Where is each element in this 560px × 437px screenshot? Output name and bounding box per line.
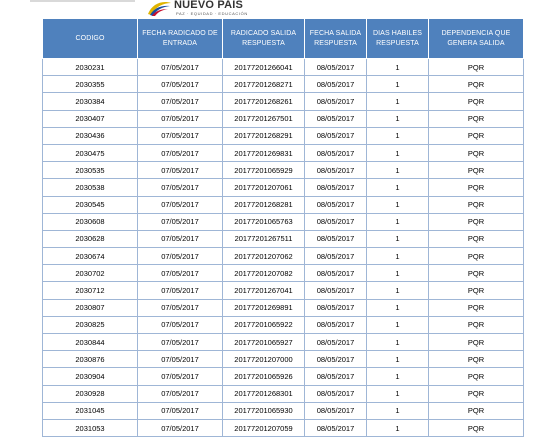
cell-dependencia: PQR [429,213,524,230]
table-row [43,265,524,282]
header-divider [30,0,135,2]
table-body [43,59,524,437]
cell-radicado-salida: 20177201267511 [223,230,305,247]
cell-dias-habiles: 1 [367,248,429,265]
cell-dias-habiles: 1 [367,162,429,179]
cell-dependencia: PQR [429,385,524,402]
cell-dias-habiles: 1 [367,265,429,282]
cell-dependencia: PQR [429,419,524,436]
cell-radicado-salida: 20177201207062 [223,248,305,265]
cell-dependencia: PQR [429,230,524,247]
table-row [43,248,524,265]
cell-dias-habiles: 1 [367,334,429,351]
cell-radicado-salida: 20177201207061 [223,179,305,196]
table-header-row [43,19,524,59]
cell-dias-habiles: 1 [367,385,429,402]
cell-codigo: 2030545 [43,196,138,213]
cell-dias-habiles: 1 [367,316,429,333]
cell-codigo: 2030628 [43,230,138,247]
cell-fecha-radicado-entrada: 07/05/2017 [138,299,223,316]
cell-fecha-radicado-entrada: 07/05/2017 [138,144,223,161]
cell-fecha-radicado-entrada: 07/05/2017 [138,196,223,213]
logo-title: NUEVO PAÍS [174,0,244,11]
cell-dependencia: PQR [429,351,524,368]
table-row [43,368,524,385]
cell-codigo: 2030928 [43,385,138,402]
cell-dias-habiles: 1 [367,179,429,196]
cell-radicado-salida: 20177201267501 [223,110,305,127]
cell-dependencia: PQR [429,76,524,93]
cell-fecha-salida: 08/05/2017 [305,299,367,316]
cell-fecha-radicado-entrada: 07/05/2017 [138,351,223,368]
table-row [43,299,524,316]
cell-dias-habiles: 1 [367,230,429,247]
cell-fecha-salida: 08/05/2017 [305,93,367,110]
cell-fecha-salida: 08/05/2017 [305,162,367,179]
table-row [43,162,524,179]
cell-radicado-salida: 20177201207059 [223,419,305,436]
cell-codigo: 2030475 [43,144,138,161]
cell-radicado-salida: 20177201266041 [223,59,305,76]
table-row [43,334,524,351]
cell-codigo: 2030384 [43,93,138,110]
logo-swoosh-icon [146,0,172,16]
cell-fecha-salida: 08/05/2017 [305,282,367,299]
cell-dependencia: PQR [429,179,524,196]
cell-fecha-radicado-entrada: 07/05/2017 [138,368,223,385]
cell-codigo: 2030608 [43,213,138,230]
cell-dias-habiles: 1 [367,196,429,213]
column-header-dependencia: DEPENDENCIA QUE GENERA SALIDA [429,19,524,59]
cell-radicado-salida: 20177201268261 [223,93,305,110]
column-header-codigo: CODIGO [43,19,138,59]
cell-fecha-salida: 08/05/2017 [305,316,367,333]
table-row [43,76,524,93]
table-row [43,282,524,299]
cell-fecha-radicado-entrada: 07/05/2017 [138,265,223,282]
cell-dependencia: PQR [429,402,524,419]
cell-dependencia: PQR [429,299,524,316]
cell-dependencia: PQR [429,110,524,127]
cell-codigo: 2030702 [43,265,138,282]
cell-radicado-salida: 20177201065926 [223,368,305,385]
cell-fecha-salida: 08/05/2017 [305,213,367,230]
cell-codigo: 2030844 [43,334,138,351]
cell-codigo: 2030355 [43,76,138,93]
cell-fecha-radicado-entrada: 07/05/2017 [138,162,223,179]
cell-radicado-salida: 20177201207000 [223,351,305,368]
cell-radicado-salida: 20177201268271 [223,76,305,93]
cell-fecha-radicado-entrada: 07/05/2017 [138,230,223,247]
cell-radicado-salida: 20177201269831 [223,144,305,161]
cell-fecha-radicado-entrada: 07/05/2017 [138,402,223,419]
cell-dias-habiles: 1 [367,93,429,110]
cell-dias-habiles: 1 [367,419,429,436]
cell-fecha-salida: 08/05/2017 [305,385,367,402]
cell-fecha-radicado-entrada: 07/05/2017 [138,282,223,299]
cell-codigo: 2030674 [43,248,138,265]
cell-radicado-salida: 20177201268291 [223,127,305,144]
cell-dias-habiles: 1 [367,59,429,76]
cell-fecha-radicado-entrada: 07/05/2017 [138,76,223,93]
cell-radicado-salida: 20177201267041 [223,282,305,299]
cell-fecha-salida: 08/05/2017 [305,402,367,419]
cell-codigo: 2031053 [43,419,138,436]
cell-radicado-salida: 20177201269891 [223,299,305,316]
cell-codigo: 2030538 [43,179,138,196]
cell-radicado-salida: 20177201065930 [223,402,305,419]
cell-fecha-radicado-entrada: 07/05/2017 [138,248,223,265]
cell-codigo: 2030825 [43,316,138,333]
nuevo-pais-logo [146,0,246,18]
cell-radicado-salida: 20177201065929 [223,162,305,179]
cell-dependencia: PQR [429,248,524,265]
table-row [43,179,524,196]
cell-dependencia: PQR [429,196,524,213]
cell-fecha-radicado-entrada: 07/05/2017 [138,419,223,436]
cell-fecha-radicado-entrada: 07/05/2017 [138,213,223,230]
cell-fecha-radicado-entrada: 07/05/2017 [138,179,223,196]
cell-radicado-salida: 20177201268301 [223,385,305,402]
table-row [43,213,524,230]
cell-dependencia: PQR [429,334,524,351]
column-header-dias-habiles: DIAS HABILES RESPUESTA [367,19,429,59]
table-row [43,419,524,436]
table-row [43,385,524,402]
cell-codigo: 2030407 [43,110,138,127]
cell-dias-habiles: 1 [367,213,429,230]
cell-fecha-radicado-entrada: 07/05/2017 [138,385,223,402]
cell-dependencia: PQR [429,368,524,385]
cell-dias-habiles: 1 [367,299,429,316]
cell-fecha-salida: 08/05/2017 [305,351,367,368]
cell-fecha-salida: 08/05/2017 [305,196,367,213]
column-header-fecha-radicado-entrada: FECHA RADICADO DE ENTRADA [138,19,223,59]
cell-fecha-salida: 08/05/2017 [305,265,367,282]
table-row [43,316,524,333]
table-row [43,144,524,161]
table-row [43,196,524,213]
cell-dependencia: PQR [429,265,524,282]
cell-fecha-salida: 08/05/2017 [305,230,367,247]
cell-codigo: 2030876 [43,351,138,368]
cell-dependencia: PQR [429,144,524,161]
cell-codigo: 2030904 [43,368,138,385]
cell-dependencia: PQR [429,162,524,179]
cell-dias-habiles: 1 [367,282,429,299]
cell-dias-habiles: 1 [367,368,429,385]
cell-dias-habiles: 1 [367,127,429,144]
cell-fecha-salida: 08/05/2017 [305,110,367,127]
table-row [43,351,524,368]
cell-radicado-salida: 20177201065922 [223,316,305,333]
cell-dependencia: PQR [429,93,524,110]
cell-dias-habiles: 1 [367,402,429,419]
cell-radicado-salida: 20177201207082 [223,265,305,282]
table-header [43,19,524,59]
cell-fecha-salida: 08/05/2017 [305,368,367,385]
responses-table [42,18,524,437]
table-row [43,59,524,76]
table-row [43,93,524,110]
cell-fecha-radicado-entrada: 07/05/2017 [138,334,223,351]
cell-fecha-salida: 08/05/2017 [305,248,367,265]
cell-dependencia: PQR [429,127,524,144]
cell-fecha-radicado-entrada: 07/05/2017 [138,110,223,127]
table-row [43,230,524,247]
cell-dias-habiles: 1 [367,110,429,127]
table-row [43,127,524,144]
column-header-fecha-salida: FECHA SALIDA RESPUESTA [305,19,367,59]
cell-fecha-salida: 08/05/2017 [305,334,367,351]
cell-fecha-salida: 08/05/2017 [305,179,367,196]
cell-dias-habiles: 1 [367,76,429,93]
cell-fecha-radicado-entrada: 07/05/2017 [138,93,223,110]
cell-dependencia: PQR [429,59,524,76]
cell-dependencia: PQR [429,282,524,299]
table-row [43,110,524,127]
cell-dias-habiles: 1 [367,351,429,368]
cell-codigo: 2030535 [43,162,138,179]
table-row [43,402,524,419]
page-header [0,0,560,18]
column-header-radicado-salida: RADICADO SALIDA RESPUESTA [223,19,305,59]
cell-codigo: 2030231 [43,59,138,76]
cell-fecha-salida: 08/05/2017 [305,144,367,161]
cell-codigo: 2030807 [43,299,138,316]
cell-radicado-salida: 20177201065763 [223,213,305,230]
cell-fecha-salida: 08/05/2017 [305,59,367,76]
cell-radicado-salida: 20177201065927 [223,334,305,351]
cell-fecha-radicado-entrada: 07/05/2017 [138,59,223,76]
cell-fecha-salida: 08/05/2017 [305,419,367,436]
cell-dias-habiles: 1 [367,144,429,161]
cell-fecha-radicado-entrada: 07/05/2017 [138,127,223,144]
cell-codigo: 2030436 [43,127,138,144]
cell-fecha-salida: 08/05/2017 [305,127,367,144]
cell-radicado-salida: 20177201268281 [223,196,305,213]
cell-codigo: 2031045 [43,402,138,419]
cell-fecha-radicado-entrada: 07/05/2017 [138,316,223,333]
cell-codigo: 2030712 [43,282,138,299]
cell-fecha-salida: 08/05/2017 [305,76,367,93]
logo-tagline: PAZ · EQUIDAD · EDUCACIÓN [176,11,248,16]
cell-dependencia: PQR [429,316,524,333]
